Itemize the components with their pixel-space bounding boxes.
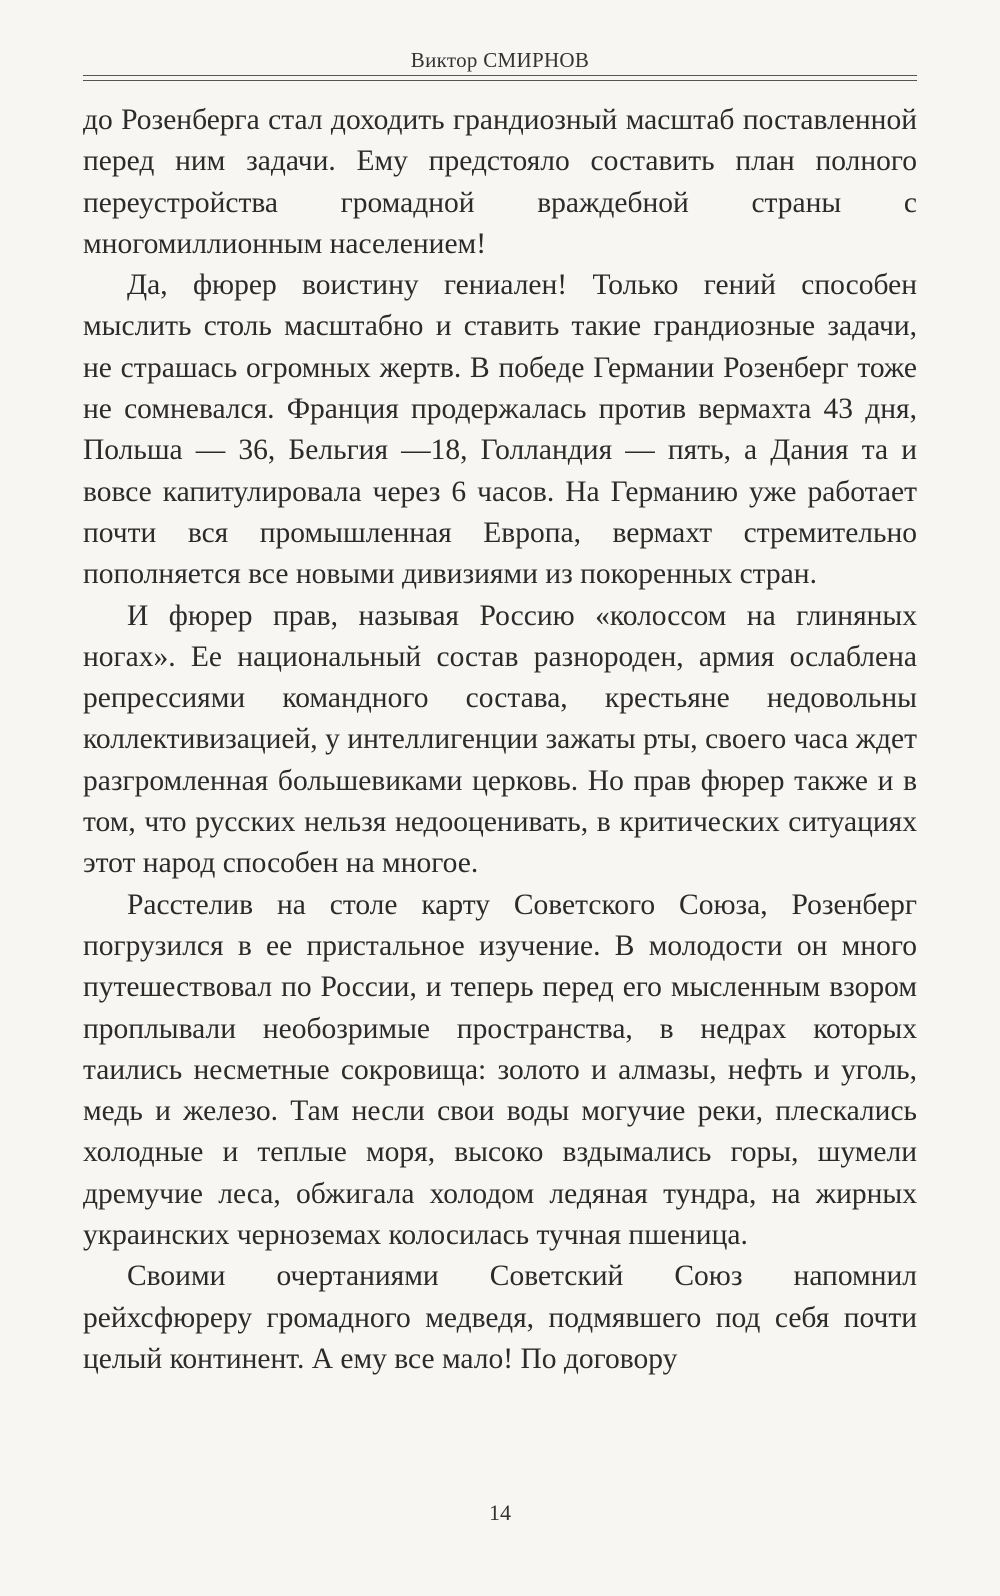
page-number: 14 <box>489 1500 511 1525</box>
paragraph-5: Своими очертаниями Советский Союз напомнил рейхсфюреру громадного медведя, подмявшего под себя почти целый континент. А ему все мало! По договору <box>83 1260 917 1375</box>
running-head-author: Виктор СМИРНОВ <box>410 48 590 72</box>
page-body-text <box>83 100 917 1380</box>
book-page <box>83 0 917 1596</box>
paragraph-4: Расстелив на столе карту Советского Союза, Розенберг погрузился в ее пристальное изучение. В молодости он много путешествовал по России, и теперь перед его мысленным взором проплывали необозримые пространства, в недрах которых таились несметные сокровища: золото и алмазы, нефть и уголь, медь и железо. Там несли свои воды могучие реки, плескались холодные и теплые моря, высоко вздымались горы, шумели дремучие леса, обжигала холодом ледяная тундра, на жирных украинских черноземах колосилась тучная пшеница. <box>83 888 917 1252</box>
paragraph-1: до Розенберга стал доходить грандиозный масштаб поставленной перед ним задачи. Ему предстояло составить план полного переустройства громадной враждебной страны с многомиллионным населением! <box>83 104 917 260</box>
paragraph-3: И фюрер прав, называя Россию «колоссом на глиняных ногах». Ее национальный состав разнороден, армия ослаблена репрессиями командного состава, крестьяне недовольны коллективизацией, у интеллигенции зажаты рты, своего часа ждет разгромленная большевиками церковь. Но прав фюрер также и в том, что русских нельзя недооценивать, в критических ситуациях этот народ способен на многое. <box>83 599 917 880</box>
header-double-rule <box>83 75 917 81</box>
paragraph-2: Да, фюрер воистину гениален! Только гений способен мыслить столь масштабно и ставить такие грандиозные задачи, не страшась огромных жертв. В победе Германии Розенберг тоже не сомневался. Франция продержалась против вермахта 43 дня, Польша — 36, Бельгия —18, Голландия — пять, а Дания та и вовсе капитулировала через 6 часов. На Германию уже работает почти вся промышленная Европа, вермахт стремительно пополняется все новыми дивизиями из покоренных стран. <box>83 269 917 591</box>
